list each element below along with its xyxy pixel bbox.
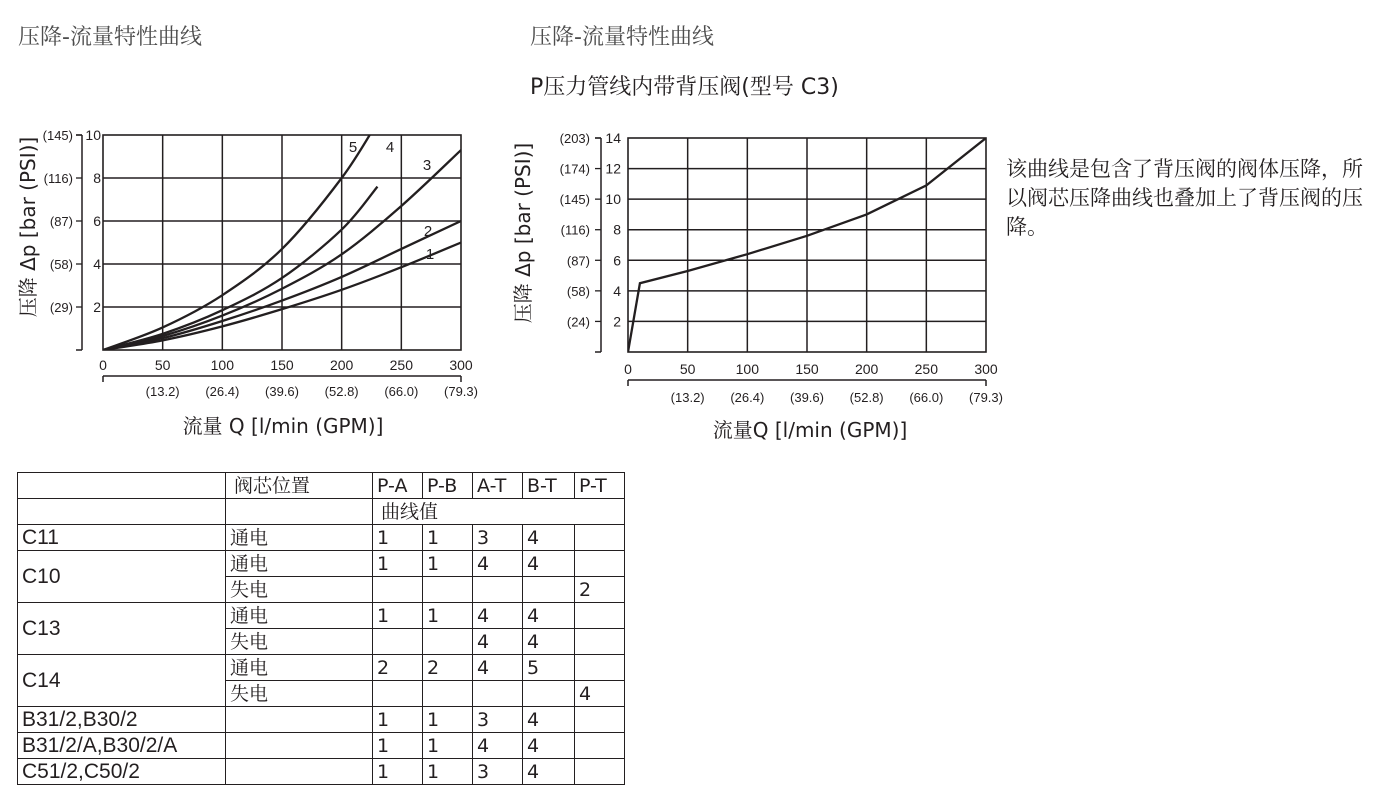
table-row xyxy=(18,655,625,681)
table-row xyxy=(18,759,625,785)
curve-value-cell xyxy=(575,655,625,681)
curve-value-cell: 4 xyxy=(523,551,575,577)
y-tick-psi-label: (174) xyxy=(559,161,590,177)
model-cell: C13 xyxy=(18,603,226,655)
header-blank-cell xyxy=(18,473,226,499)
curve-value-cell xyxy=(575,603,625,629)
x-tick-label: 250 xyxy=(914,361,939,377)
y-tick-label: 2 xyxy=(613,313,621,330)
curve-value-cell: 1 xyxy=(373,759,423,785)
model-cell: C11 xyxy=(18,525,226,551)
x-tick-label: 200 xyxy=(329,357,354,373)
header-blank-cell xyxy=(18,499,226,525)
y-tick-label: 10 xyxy=(85,127,101,143)
y-tick-label: 2 xyxy=(93,299,101,315)
chart-note: 该曲线是包含了背压阀的阀体压降，所以阀芯压降曲线也叠加上了背压阀的压降。 xyxy=(1006,157,1363,239)
state-cell xyxy=(226,707,373,733)
table-subheader-row xyxy=(18,499,625,525)
left-chart-title: 压降-流量特性曲线 xyxy=(18,25,202,50)
state-cell: 失电 xyxy=(226,629,373,655)
y-tick-psi-label: (145) xyxy=(42,128,73,143)
y-axis-title: 压降 Δp [bar (PSI)] xyxy=(511,142,535,324)
x-tick-gpm-label: (13.2) xyxy=(145,384,180,399)
state-cell: 失电 xyxy=(226,577,373,603)
curve-value-cell: 4 xyxy=(523,707,575,733)
x-tick-gpm-label: (52.8) xyxy=(324,384,359,399)
curve-value-cell: 1 xyxy=(423,707,473,733)
y-tick-label: 14 xyxy=(605,130,621,146)
x-tick-gpm-label: (52.8) xyxy=(849,390,884,405)
y-tick-label: 6 xyxy=(93,213,101,229)
series-label-2: 2 xyxy=(423,223,433,240)
y-tick-label: 8 xyxy=(613,221,621,238)
curve-value-cell: 4 xyxy=(473,655,523,681)
curve-value-cell xyxy=(373,629,423,655)
y-tick-label: 6 xyxy=(613,252,621,269)
curve-value-cell xyxy=(423,629,473,655)
header-blank-cell xyxy=(226,499,373,525)
curve-value-cell: 4 xyxy=(575,681,625,707)
y-axis-title: 压降 Δp [bar (PSI)] xyxy=(16,136,40,318)
pressure-drop-chart-right xyxy=(0,0,1003,450)
table-header-row xyxy=(18,473,625,499)
state-cell: 通电 xyxy=(226,551,373,577)
y-tick-psi-label: (145) xyxy=(559,192,590,208)
curve-value-cell: 4 xyxy=(523,733,575,759)
curve-value-cell xyxy=(575,733,625,759)
model-cell: C51/2,C50/2 xyxy=(18,759,226,785)
curve-value-table xyxy=(17,472,625,785)
curve-value-cell xyxy=(473,577,523,603)
curve-value-cell xyxy=(373,681,423,707)
curve-value-cell: 3 xyxy=(473,759,523,785)
y-tick-label: 10 xyxy=(605,191,621,208)
curve-value-cell: 4 xyxy=(473,551,523,577)
state-cell: 失电 xyxy=(226,681,373,707)
curve-value-cell: 1 xyxy=(423,525,473,551)
x-tick-label: 150 xyxy=(795,361,819,377)
x-tick-label: 200 xyxy=(854,361,879,377)
model-cell: B31/2,B30/2 xyxy=(18,707,226,733)
curve-value-cell xyxy=(423,577,473,603)
port-header-b-t: B-T xyxy=(523,473,575,499)
curve-value-cell: 4 xyxy=(473,629,523,655)
spool-position-header: 阀芯位置 xyxy=(226,473,373,499)
table-row xyxy=(18,733,625,759)
curve-value-cell: 4 xyxy=(523,525,575,551)
x-tick-label: 100 xyxy=(735,361,760,377)
x-tick-label: 50 xyxy=(679,361,696,377)
port-header-p-a: P-A xyxy=(373,473,423,499)
table-row xyxy=(18,551,625,577)
x-tick-gpm-label: (26.4) xyxy=(730,390,765,405)
right-chart-subtitle: P压力管线内带背压阀(型号 C3) xyxy=(530,75,839,100)
x-tick-gpm-label: (26.4) xyxy=(205,384,240,399)
curve-value-cell: 3 xyxy=(473,525,523,551)
y-tick-psi-label: (116) xyxy=(43,171,73,186)
x-tick-label: 300 xyxy=(974,361,998,377)
x-tick-label: 0 xyxy=(99,357,107,373)
series-label-1: 1 xyxy=(425,246,435,263)
curve-value-cell: 4 xyxy=(523,759,575,785)
x-tick-gpm-label: (66.0) xyxy=(384,384,419,399)
x-tick-label: 50 xyxy=(154,357,171,373)
curve-value-cell xyxy=(473,681,523,707)
right-chart-title: 压降-流量特性曲线 xyxy=(530,25,714,50)
x-tick-label: 100 xyxy=(210,357,235,373)
y-tick-psi-label: (203) xyxy=(559,131,590,146)
curve-value-cell: 1 xyxy=(423,759,473,785)
table-row xyxy=(18,603,625,629)
curve-value-cell xyxy=(423,681,473,707)
y-tick-psi-label: (87) xyxy=(566,253,590,269)
x-axis-title: 流量 Q [l/min (GPM)] xyxy=(182,414,384,438)
model-cell: B31/2/A,B30/2/A xyxy=(18,733,226,759)
curve-value-cell: 1 xyxy=(423,551,473,577)
x-tick-gpm-label: (39.6) xyxy=(265,384,299,399)
state-cell: 通电 xyxy=(226,525,373,551)
y-tick-psi-label: (58) xyxy=(566,283,590,299)
y-tick-label: 8 xyxy=(93,170,101,186)
curve-value-cell: 1 xyxy=(423,733,473,759)
port-header-p-t: P-T xyxy=(575,473,625,499)
y-tick-psi-label: (116) xyxy=(560,222,590,238)
x-tick-label: 250 xyxy=(389,357,414,373)
y-tick-psi-label: (29) xyxy=(49,300,73,315)
state-cell xyxy=(226,733,373,759)
curve-value-cell: 1 xyxy=(373,707,423,733)
x-tick-label: 300 xyxy=(449,357,473,373)
state-cell: 通电 xyxy=(226,603,373,629)
x-tick-label: 0 xyxy=(624,361,632,377)
y-tick-psi-label: (24) xyxy=(566,314,590,330)
model-cell: C10 xyxy=(18,551,226,603)
curve-value-cell: 1 xyxy=(373,551,423,577)
curve-value-cell: 2 xyxy=(423,655,473,681)
curve-value-cell: 4 xyxy=(523,629,575,655)
y-tick-label: 4 xyxy=(93,256,101,272)
y-tick-psi-label: (58) xyxy=(49,257,73,272)
y-tick-psi-label: (87) xyxy=(49,214,73,229)
series-label-5: 5 xyxy=(348,139,358,156)
x-tick-gpm-label: (13.2) xyxy=(670,390,705,405)
y-tick-label: 4 xyxy=(613,282,621,299)
curve-value-cell: 2 xyxy=(373,655,423,681)
curve-value-cell: 4 xyxy=(473,603,523,629)
curve-value-cell: 1 xyxy=(423,603,473,629)
curve-value-cell xyxy=(575,759,625,785)
table-row xyxy=(18,707,625,733)
curve-value-cell: 5 xyxy=(523,655,575,681)
curve-value-cell xyxy=(575,629,625,655)
curve-value-cell xyxy=(575,525,625,551)
x-tick-gpm-label: (79.3) xyxy=(969,390,1003,405)
table-row xyxy=(18,525,625,551)
port-header-a-t: A-T xyxy=(473,473,523,499)
curve-value-cell: 1 xyxy=(373,733,423,759)
state-cell xyxy=(226,759,373,785)
curve-value-cell: 2 xyxy=(575,577,625,603)
x-tick-gpm-label: (79.3) xyxy=(444,384,478,399)
series-label-3: 3 xyxy=(422,157,432,174)
curve-value-cell xyxy=(575,707,625,733)
curve-value-cell xyxy=(373,577,423,603)
curve-value-cell: 1 xyxy=(373,525,423,551)
curve-value-cell xyxy=(523,681,575,707)
x-tick-label: 150 xyxy=(270,357,294,373)
x-tick-gpm-label: (66.0) xyxy=(909,390,944,405)
state-cell: 通电 xyxy=(226,655,373,681)
curve-value-cell: 4 xyxy=(523,603,575,629)
curve-value-cell: 3 xyxy=(473,707,523,733)
x-axis-title: 流量Q [l/min (GPM)] xyxy=(712,418,908,442)
model-cell: C14 xyxy=(18,655,226,707)
series-label-4: 4 xyxy=(385,139,395,156)
curve-value-cell xyxy=(575,551,625,577)
curve-value-header: 曲线值 xyxy=(373,499,625,525)
port-header-p-b: P-B xyxy=(423,473,473,499)
curve-value-cell: 1 xyxy=(373,603,423,629)
x-tick-gpm-label: (39.6) xyxy=(790,390,824,405)
curve-value-cell: 4 xyxy=(473,733,523,759)
curve-value-cell xyxy=(523,577,575,603)
y-tick-label: 12 xyxy=(605,160,621,177)
